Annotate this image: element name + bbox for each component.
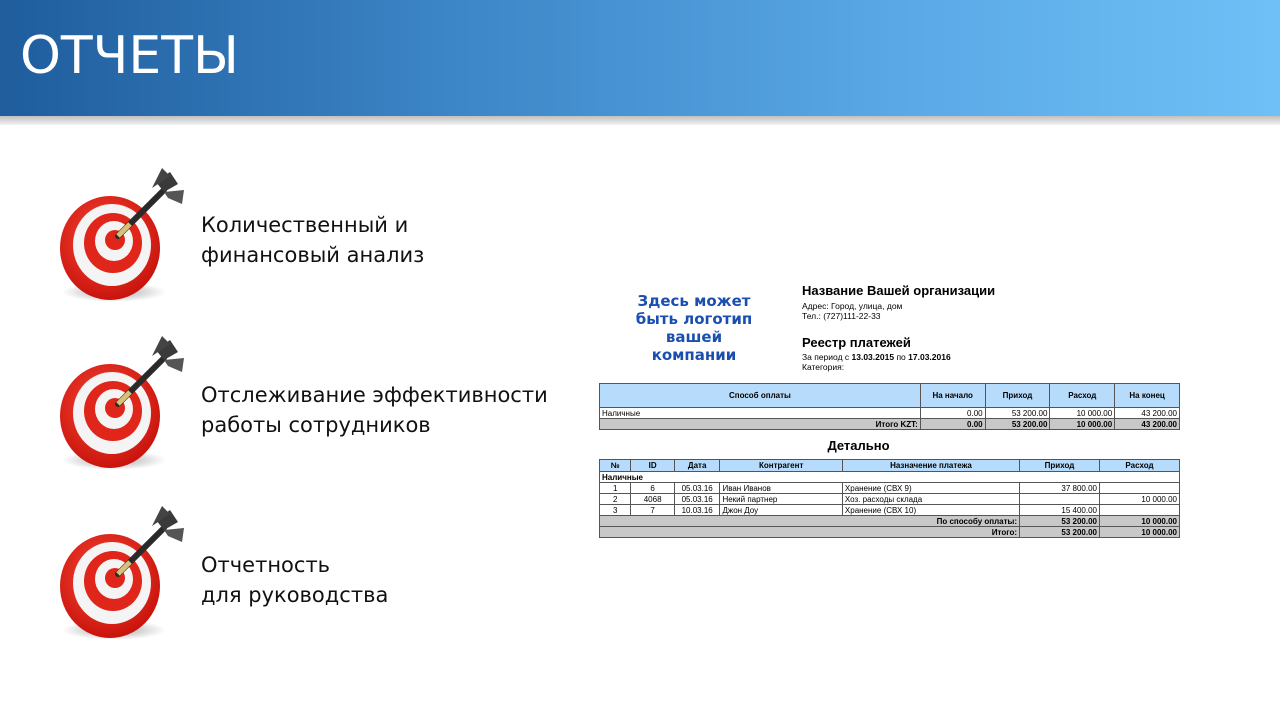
header-divider <box>0 116 1280 125</box>
summary-header-row: Способ оплаты На начало Приход Расход На конец <box>600 384 1180 408</box>
summary-row: Наличные 0.00 53 200.00 10 000.00 43 200.00 <box>600 408 1180 419</box>
summary-table <box>599 383 1180 430</box>
detail-group-row: Наличные <box>600 472 1180 483</box>
bullet-management-reporting <box>0 500 560 660</box>
table-row: 1 6 05.03.16 Иван Иванов Хранение (СВХ 9) 37 800.00 <box>600 483 1180 494</box>
registry-header <box>802 335 951 372</box>
target-dart-icon <box>52 168 192 308</box>
bullet-line-1: Отчетность <box>201 553 331 577</box>
bullet-line-2: финансовый анализ <box>201 243 425 267</box>
table-row: 2 4068 05.03.16 Некий партнер Хоз. расходы склада 10 000.00 <box>600 494 1180 505</box>
bullet-line-2: для руководства <box>201 583 389 607</box>
registry-period: За период с 13.03.2015 по 17.03.2016 <box>802 352 951 362</box>
table-row: 3 7 10.03.16 Джон Доу Хранение (СВХ 10) 15 400.00 <box>600 505 1180 516</box>
org-info <box>802 283 995 321</box>
org-address: Адрес: Город, улица, дом <box>802 301 903 311</box>
registry-category: Категория: <box>802 362 845 372</box>
org-name: Название Вашей организации <box>802 283 996 298</box>
detail-title: Детально <box>827 438 890 453</box>
bullet-line-1: Отслеживание эффективности <box>201 383 548 407</box>
summary-total-row: Итого KZT: 0.00 53 200.00 10 000.00 43 200.00 <box>600 419 1180 430</box>
registry-title: Реестр платежей <box>802 335 911 350</box>
detail-table <box>599 459 1180 538</box>
detail-subtotal-row: По способу оплаты: 53 200.00 10 000.00 <box>600 516 1180 527</box>
bullet-employee-tracking <box>0 330 560 490</box>
bullet-line-2: работы сотрудников <box>201 413 431 437</box>
bullet-quant-analysis <box>0 160 560 320</box>
detail-total-row: Итого: 53 200.00 10 000.00 <box>600 527 1180 538</box>
slide-title: ОТЧЕТЫ <box>20 26 239 86</box>
bullet-line-1: Количественный и <box>201 213 409 237</box>
detail-header-row: № ID Дата Контрагент Назначение платежа Приход Расход <box>600 460 1180 472</box>
logo-placeholder-text: Здесь может быть логотип вашей компании <box>635 292 753 364</box>
target-dart-icon <box>52 506 192 646</box>
target-dart-icon <box>52 336 192 476</box>
org-phone: Тел.: (727)111-22-33 <box>802 311 881 321</box>
